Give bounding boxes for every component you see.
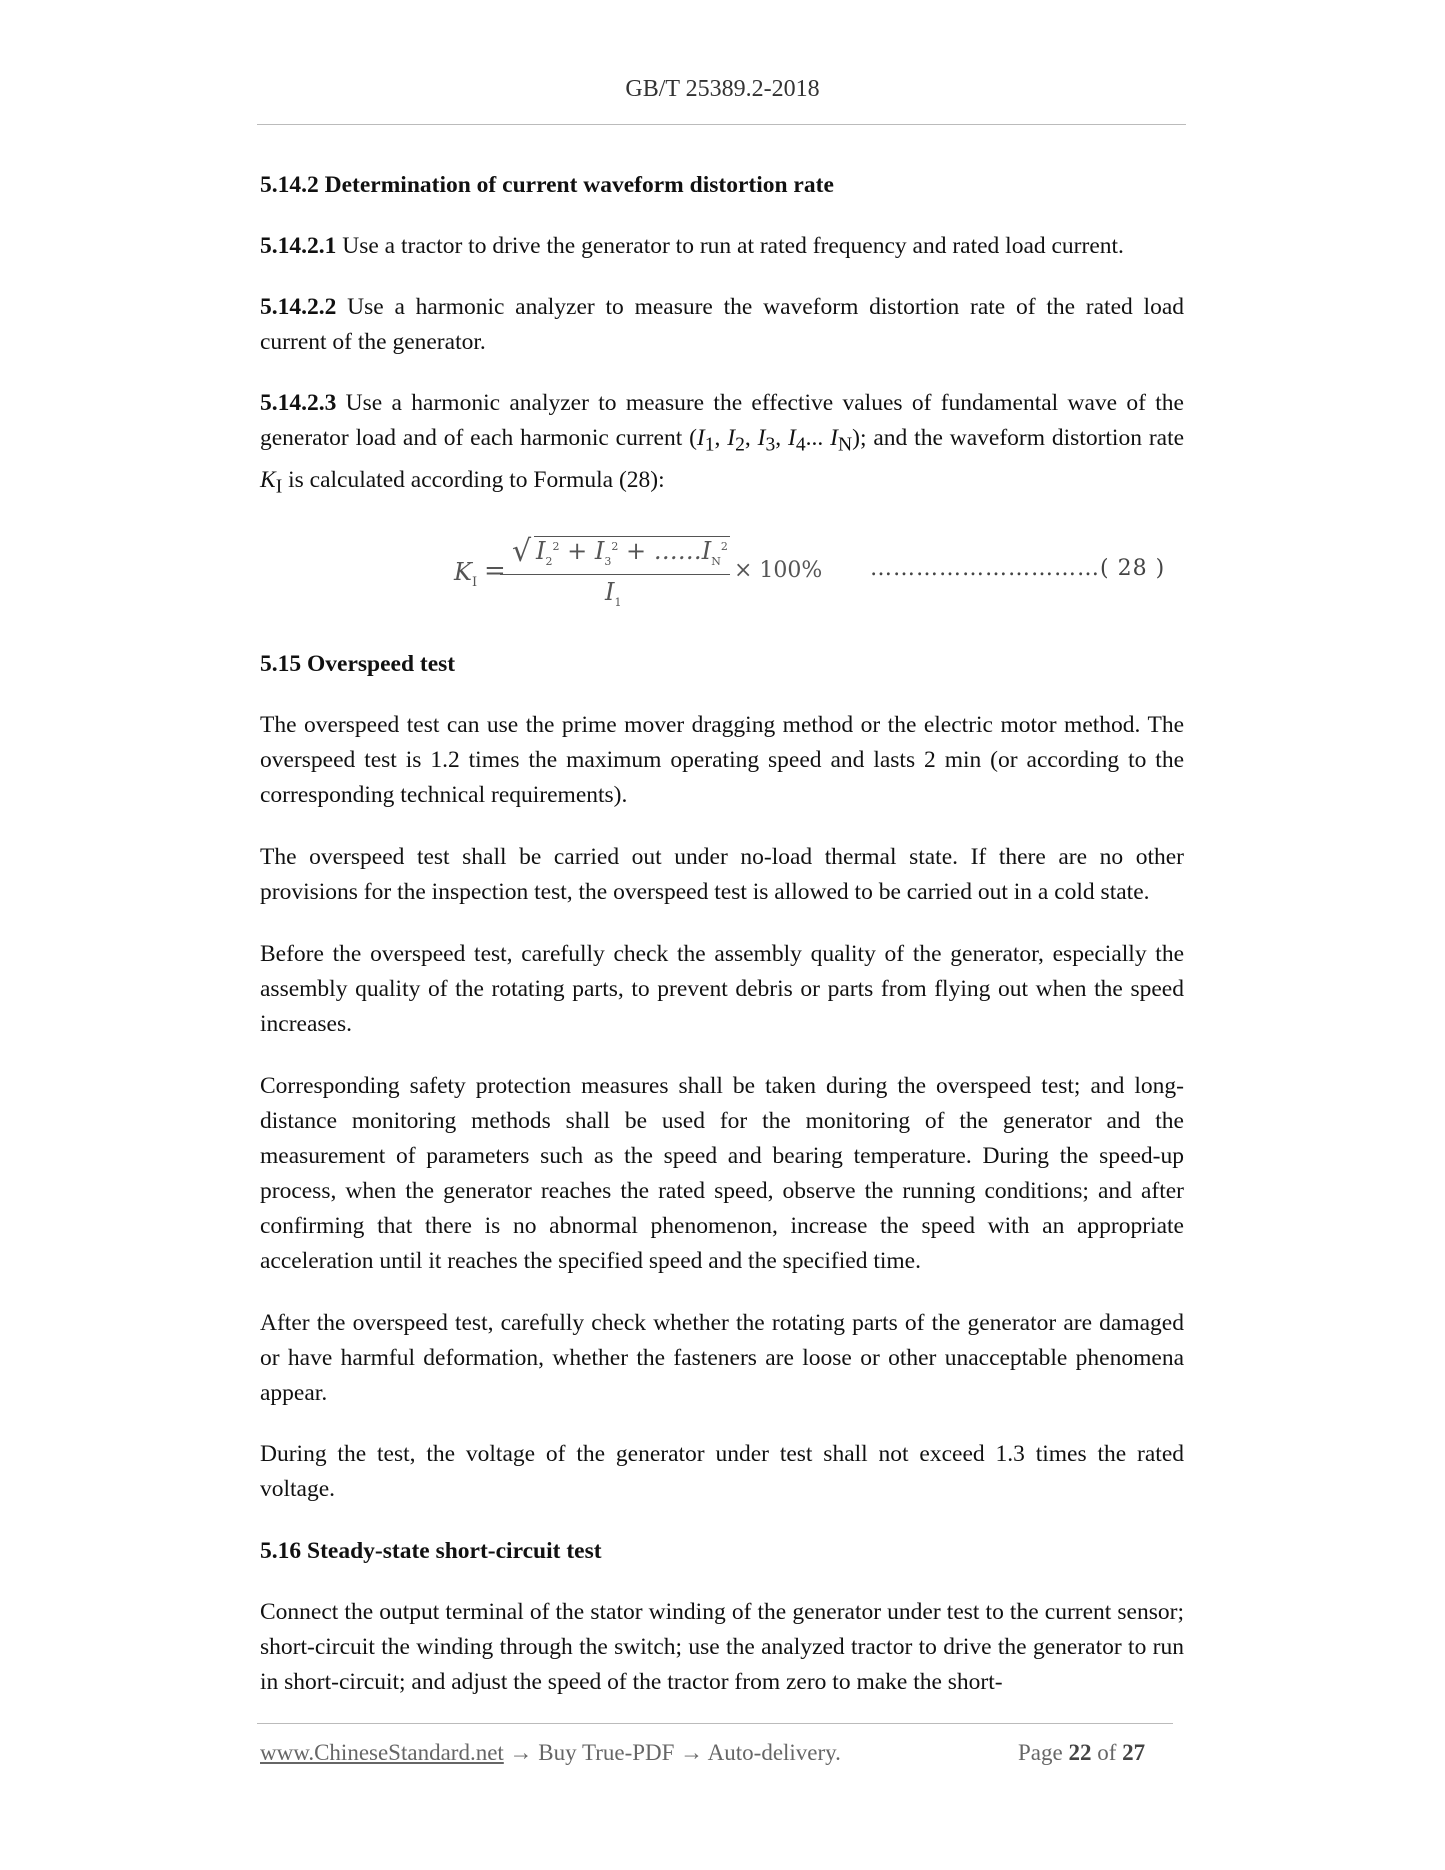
section-5-16-heading: 5.16 Steady-state short-circuit test [260,1538,602,1564]
clause-text: Use a harmonic analyzer to measure the effective values of fundamental wave of the generator load and of each harmonic current ( [260,390,1184,451]
paragraph: During the test, the voltage of the generator under test shall not exceed 1.3 times the rated voltage. [260,1441,1184,1502]
clause-number: 5.14.2.1 [260,233,337,259]
header-divider [257,124,1186,125]
page-total: 27 [1122,1740,1146,1765]
formula-lhs: $K_I$ [454,558,478,590]
equals-sign: = [484,556,506,586]
clause-5-14-2-2 [260,290,1184,360]
clause-number: 5.14.2.3 [260,390,337,416]
paragraph: The overspeed test shall be carried out under no-load thermal state. If there are no other provisions for the inspection test, the overspeed test is allowed to be carried out in a cold state. [260,844,1184,905]
paragraph: Corresponding safety protection measures shall be taken during the overspeed test; and long-distance monitoring methods shall be used for the monitoring of the generator and the measurement of parameters such as the speed and bearing temperature. During the speed-up process, when the generator reaches the rated speed, observe the running conditions; and after confirming that there is no abnormal phenomenon, increase the speed with an appropriate acceleration until it reaches the specified speed and the specified time. [260,1073,1184,1274]
paragraph: After the overspeed test, carefully check whether the rotating parts of the generator are damaged or have harmful deformation, whether the fasteners are loose or other unacceptable phenomena appear. [260,1310,1184,1406]
formula-28 [440,528,1190,608]
page-indicator: Page 22 of 27 [1018,1740,1146,1765]
formula-number: …………………………( 28 ) [870,556,1166,581]
section-5-14-2-heading: 5.14.2 Determination of current waveform distortion rate [260,172,834,198]
fraction-bar [500,574,730,575]
page-number: 22 [1068,1740,1092,1765]
site-link[interactable]: www.ChineseStandard.net [260,1740,504,1765]
clause-number: 5.14.2.2 [260,294,337,320]
clause-text: Use a tractor to drive the generator to run at rated frequency and rated load current. [336,233,1124,259]
clause-text: is calculated according to Formula (28): [282,466,665,493]
footer-promo-text: → Buy True-PDF → Auto-delivery. [503,1740,841,1765]
paragraph: Connect the output terminal of the stator winding of the generator under test to the current sensor; short-circuit the winding through the switch; use the analyzed tractor to drive the generator to run in short-circuit; and adjust the speed of the tractor from zero to make the short- [260,1599,1184,1695]
formula-numerator: $I_2^2 + I_3^2$ + $\dots\dots I_N^2$ [536,537,728,568]
section-5-15-heading: 5.15 Overspeed test [260,651,456,677]
sqrt-sign: √ [512,534,532,569]
clause-5-14-2-1 [260,229,1184,264]
formula-multiplier: × 100% [734,558,823,583]
formula-denominator: $I_1$ [605,578,622,609]
clause-text: Use a harmonic analyzer to measure the waveform distortion rate of the rated load current of the generator. [260,294,1184,355]
paragraph: The overspeed test can use the prime mover dragging method or the electric motor method. The overspeed test is 1.2 times the maximum operating speed and lasts 2 min (or according to the corresponding technical requirements). [260,712,1184,808]
clause-text: ); and the waveform distortion rate [852,425,1185,451]
clause-5-14-2-3: 5.14.2.3 Use a harmonic analyzer to measure the effective values of fundamental wave of the generator load and of each harmonic current ($I_1$, $I_2$, $I_3$, $I_4$... $I_N$); and the waveform distortion rate $K_I$ is calculated according to Formula (28): [260,390,1185,498]
footer-divider [257,1723,1173,1724]
document-id-header: GB/T 25389.2-2018 [625,76,820,102]
footer-promo [260,1740,841,1766]
paragraph: Before the overspeed test, carefully check the assembly quality of the generator, especially the assembly quality of the rotating parts, to prevent debris or parts from flying out when the speed increases. [260,941,1184,1037]
